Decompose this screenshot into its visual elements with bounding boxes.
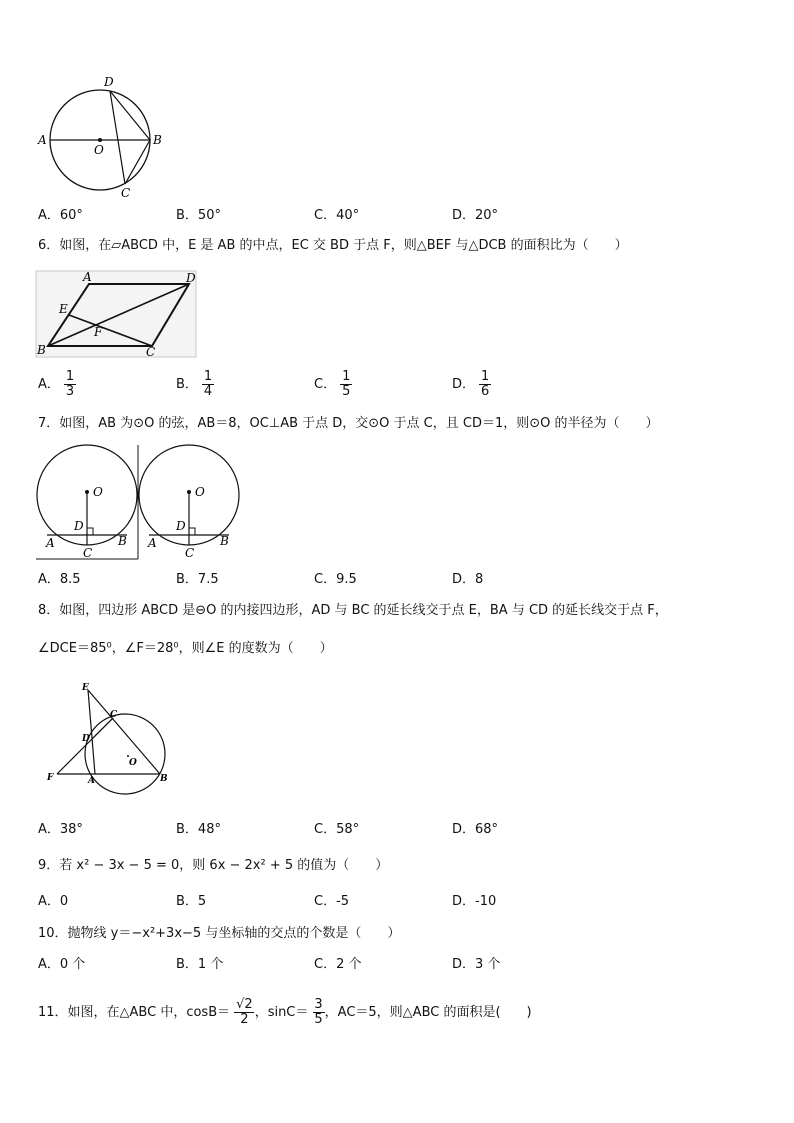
- q6-label-a: A: [83, 270, 92, 284]
- q11-cos-den: 2: [240, 1012, 249, 1027]
- q11-sin-den: 5: [314, 1012, 323, 1027]
- q5-label-o: O: [94, 143, 104, 157]
- q7-right-center-dot: [187, 490, 191, 494]
- q5-center-dot: [98, 138, 102, 142]
- q7-right-right-angle: [189, 528, 195, 535]
- q7-left-center-dot: [85, 490, 89, 494]
- q11-stem-prefix: 11．如图，在△ABC 中，cosB＝: [38, 1005, 231, 1020]
- q6-label-f: F: [94, 325, 103, 339]
- q6-option-d-letter: D．: [452, 377, 476, 392]
- q8-stem-line1: 8．如图，四边形 ABCD 是⊖O 的内接四边形，AD 与 BC 的延长线交于点 E，BA 与 CD 的延长线交于点 F，: [38, 603, 668, 618]
- q6-option-c-den: 5: [342, 384, 351, 399]
- q9-option-c: C．-5: [314, 894, 350, 909]
- q9-option-b: B．5: [176, 894, 207, 909]
- q7-left-label-b: B: [118, 534, 127, 548]
- q10-option-c: C．2 个: [314, 957, 362, 972]
- q8-line-ea: [88, 690, 95, 774]
- q8-option-a: A．38°: [38, 822, 83, 837]
- q10-option-d: D．3 个: [452, 957, 501, 972]
- q7-right-label-a: A: [148, 536, 157, 550]
- q10-stem: 10．抛物线 y＝−x²+3x−5 与坐标轴的交点的个数是（ ）: [38, 926, 401, 941]
- q7-right-label-b: B: [220, 534, 229, 548]
- q6-label-e: E: [59, 302, 68, 316]
- q9-stem: 9．若 x² − 3x − 5 = 0，则 6x − 2x² + 5 的值为（ ）: [38, 858, 389, 873]
- q7-right-label-o: O: [195, 485, 205, 499]
- q7-option-d: D．8: [452, 572, 484, 587]
- q10-option-a: A．0 个: [38, 957, 86, 972]
- q8-label-c: C: [110, 710, 118, 720]
- q7-right-label-d: D: [176, 519, 186, 533]
- q6-option-d-fraction: [479, 370, 491, 399]
- q8-option-c: C．58°: [314, 822, 360, 837]
- q5-option-b: B．50°: [176, 208, 221, 223]
- q8-option-b: B．48°: [176, 822, 221, 837]
- q6-label-d: D: [186, 271, 196, 285]
- q7-left-label-d: D: [74, 519, 84, 533]
- q5-label-b: B: [153, 133, 162, 147]
- q7-right-label-c: C: [185, 546, 195, 560]
- q6-option-c-fraction: [340, 370, 352, 399]
- q6-option-c: [314, 370, 352, 399]
- q8-center-dot: [127, 755, 129, 757]
- q8-option-d: D．68°: [452, 822, 499, 837]
- q6-option-a-fraction: [64, 370, 76, 399]
- q5-option-c: C．40°: [314, 208, 360, 223]
- q8-label-e: E: [82, 683, 89, 693]
- q11-cos-fraction: [234, 998, 255, 1027]
- q6-option-b: [176, 370, 214, 399]
- q5-chord-dc: [110, 91, 125, 184]
- q6-option-a-num: 1: [65, 369, 75, 384]
- q7-left-label-c: C: [83, 546, 93, 560]
- q11-cos-num: √2: [236, 997, 253, 1012]
- q11-sin-num: 3: [314, 997, 323, 1012]
- q5-chord-cb: [125, 140, 150, 184]
- q6-option-d: [452, 370, 491, 399]
- q6-figure: [34, 268, 199, 360]
- q11-stem: [38, 996, 532, 1030]
- q6-option-b-den: 4: [203, 384, 213, 399]
- q6-option-a: [38, 370, 76, 399]
- q7-stem: 7．如图，AB 为⊙O 的弦，AB＝8，OC⊥AB 于点 D，交⊙O 于点 C，且 CD＝1，则⊙O 的半径为（ ）: [38, 416, 659, 431]
- q6-option-d-den: 6: [481, 384, 490, 399]
- q10-option-b: B．1 个: [176, 957, 224, 972]
- q8-label-o: O: [129, 758, 137, 768]
- q7-option-c: C．9.5: [314, 572, 357, 587]
- q11-stem-suffix: ，AC＝5，则△ABC 的面积是( ): [324, 1005, 532, 1020]
- q6-option-b-fraction: [202, 370, 214, 399]
- q5-label-d: D: [104, 75, 114, 89]
- q8-label-f: F: [47, 773, 54, 783]
- q11-stem-mid: ，sinC＝: [254, 1005, 309, 1020]
- q6-option-c-num: 1: [342, 369, 351, 384]
- q7-option-b: B．7.5: [176, 572, 219, 587]
- q6-label-b: B: [37, 343, 46, 357]
- q8-label-a: A: [88, 776, 95, 786]
- q8-stem-line2: ∠DCE＝85⁰，∠F＝28⁰，则∠E 的度数为（ ）: [38, 641, 333, 656]
- q8-circle: [85, 714, 165, 794]
- q7-left-right-angle: [87, 528, 93, 535]
- q7-left-label-o: O: [93, 485, 103, 499]
- q6-label-c: C: [146, 345, 156, 359]
- q9-option-d: D．-10: [452, 894, 497, 909]
- q8-label-d: D: [82, 734, 90, 744]
- q6-option-b-letter: B．: [176, 377, 198, 392]
- q9-option-a: A．0: [38, 894, 69, 909]
- q5-option-d: D．20°: [452, 208, 499, 223]
- q5-option-a: A．60°: [38, 208, 83, 223]
- q7-left-label-a: A: [46, 536, 55, 550]
- q6-option-b-num: 1: [203, 369, 213, 384]
- q8-figure: [40, 680, 175, 798]
- q7-option-a: A．8.5: [38, 572, 81, 587]
- q6-option-d-num: 1: [481, 369, 490, 384]
- q5-label-a: A: [38, 133, 47, 147]
- q7-figure: [34, 443, 244, 563]
- q5-figure: [30, 70, 170, 200]
- q11-sin-fraction: [312, 998, 324, 1027]
- q6-stem: 6．如图，在▱ABCD 中，E 是 AB 的中点，EC 交 BD 于点 F，则△BEF 与△DCB 的面积比为（ ）: [38, 238, 628, 253]
- q8-label-b: B: [160, 774, 168, 784]
- q6-option-c-letter: C．: [314, 377, 337, 392]
- q5-label-c: C: [121, 186, 131, 200]
- q6-option-a-letter: A．: [38, 377, 60, 392]
- q6-option-a-den: 3: [65, 384, 75, 399]
